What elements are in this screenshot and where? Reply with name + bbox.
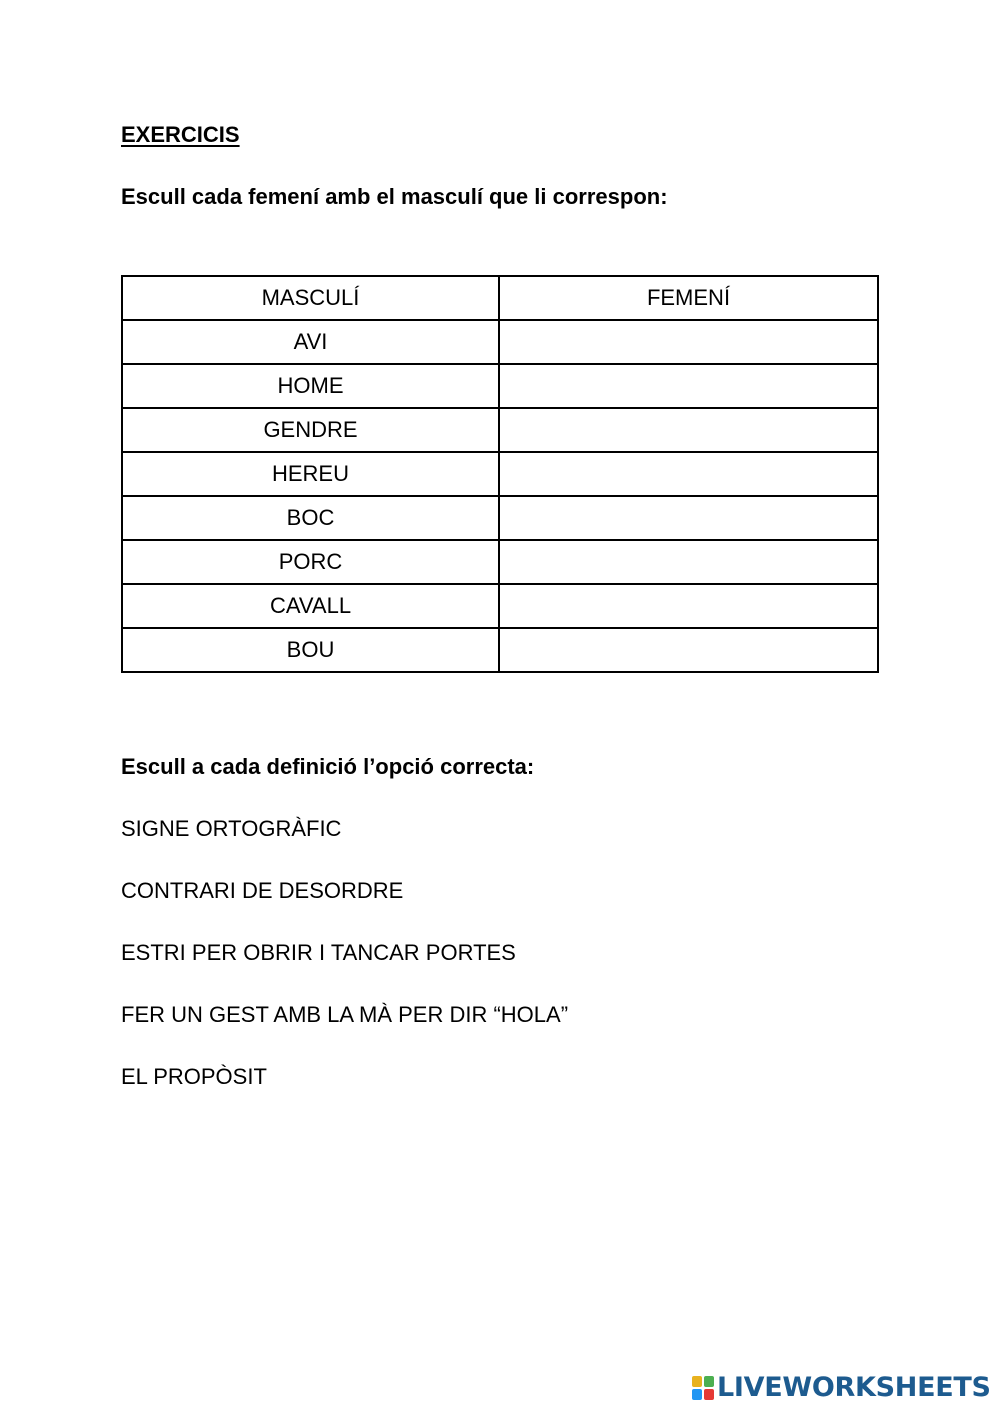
feminine-answer-field[interactable] [499, 320, 878, 364]
definition-item: SIGNE ORTOGRÀFIC [121, 816, 342, 841]
definition-item: CONTRARI DE DESORDRE [121, 878, 404, 903]
table-row [122, 584, 878, 628]
logo-block [692, 1376, 702, 1387]
masculine-cell: CAVALL [122, 584, 499, 628]
exercise2-instruction: Escull a cada definició l’opció correcta: [121, 754, 535, 779]
header-feminine: FEMENÍ [499, 276, 878, 320]
header-masculine: MASCULÍ [122, 276, 499, 320]
masculine-cell: BOU [122, 628, 499, 672]
table-row [122, 320, 878, 364]
masculine-cell: BOC [122, 496, 499, 540]
feminine-answer-field[interactable] [499, 584, 878, 628]
masculine-cell: AVI [122, 320, 499, 364]
table-row [122, 628, 878, 672]
logo-block [704, 1389, 714, 1400]
feminine-answer-field[interactable] [499, 496, 878, 540]
feminine-answer-field[interactable] [499, 364, 878, 408]
table-header-row [122, 276, 878, 320]
feminine-answer-field[interactable] [499, 408, 878, 452]
logo-blocks-icon [692, 1376, 714, 1400]
definition-item: EL PROPÒSIT [121, 1064, 267, 1089]
masculine-cell: GENDRE [122, 408, 499, 452]
masculine-cell: HOME [122, 364, 499, 408]
table-row [122, 540, 878, 584]
table-row [122, 364, 878, 408]
liveworksheets-logo [692, 1373, 991, 1403]
definition-item: FER UN GEST AMB LA MÀ PER DIR “HOLA” [121, 1002, 569, 1027]
table-row [122, 452, 878, 496]
page-title: EXERCICIS [121, 122, 240, 147]
feminine-answer-field[interactable] [499, 628, 878, 672]
feminine-answer-field[interactable] [499, 540, 878, 584]
masculine-cell: PORC [122, 540, 499, 584]
logo-block [704, 1376, 714, 1387]
masculine-cell: HEREU [122, 452, 499, 496]
table-row [122, 496, 878, 540]
logo-text: LIVEWORKSHEETS [717, 1372, 991, 1403]
logo-block [692, 1389, 702, 1400]
table-row [122, 408, 878, 452]
feminine-answer-field[interactable] [499, 452, 878, 496]
gender-table [121, 275, 879, 673]
definition-item: ESTRI PER OBRIR I TANCAR PORTES [121, 940, 516, 965]
exercise1-instruction: Escull cada femení amb el masculí que li correspon: [121, 184, 668, 209]
